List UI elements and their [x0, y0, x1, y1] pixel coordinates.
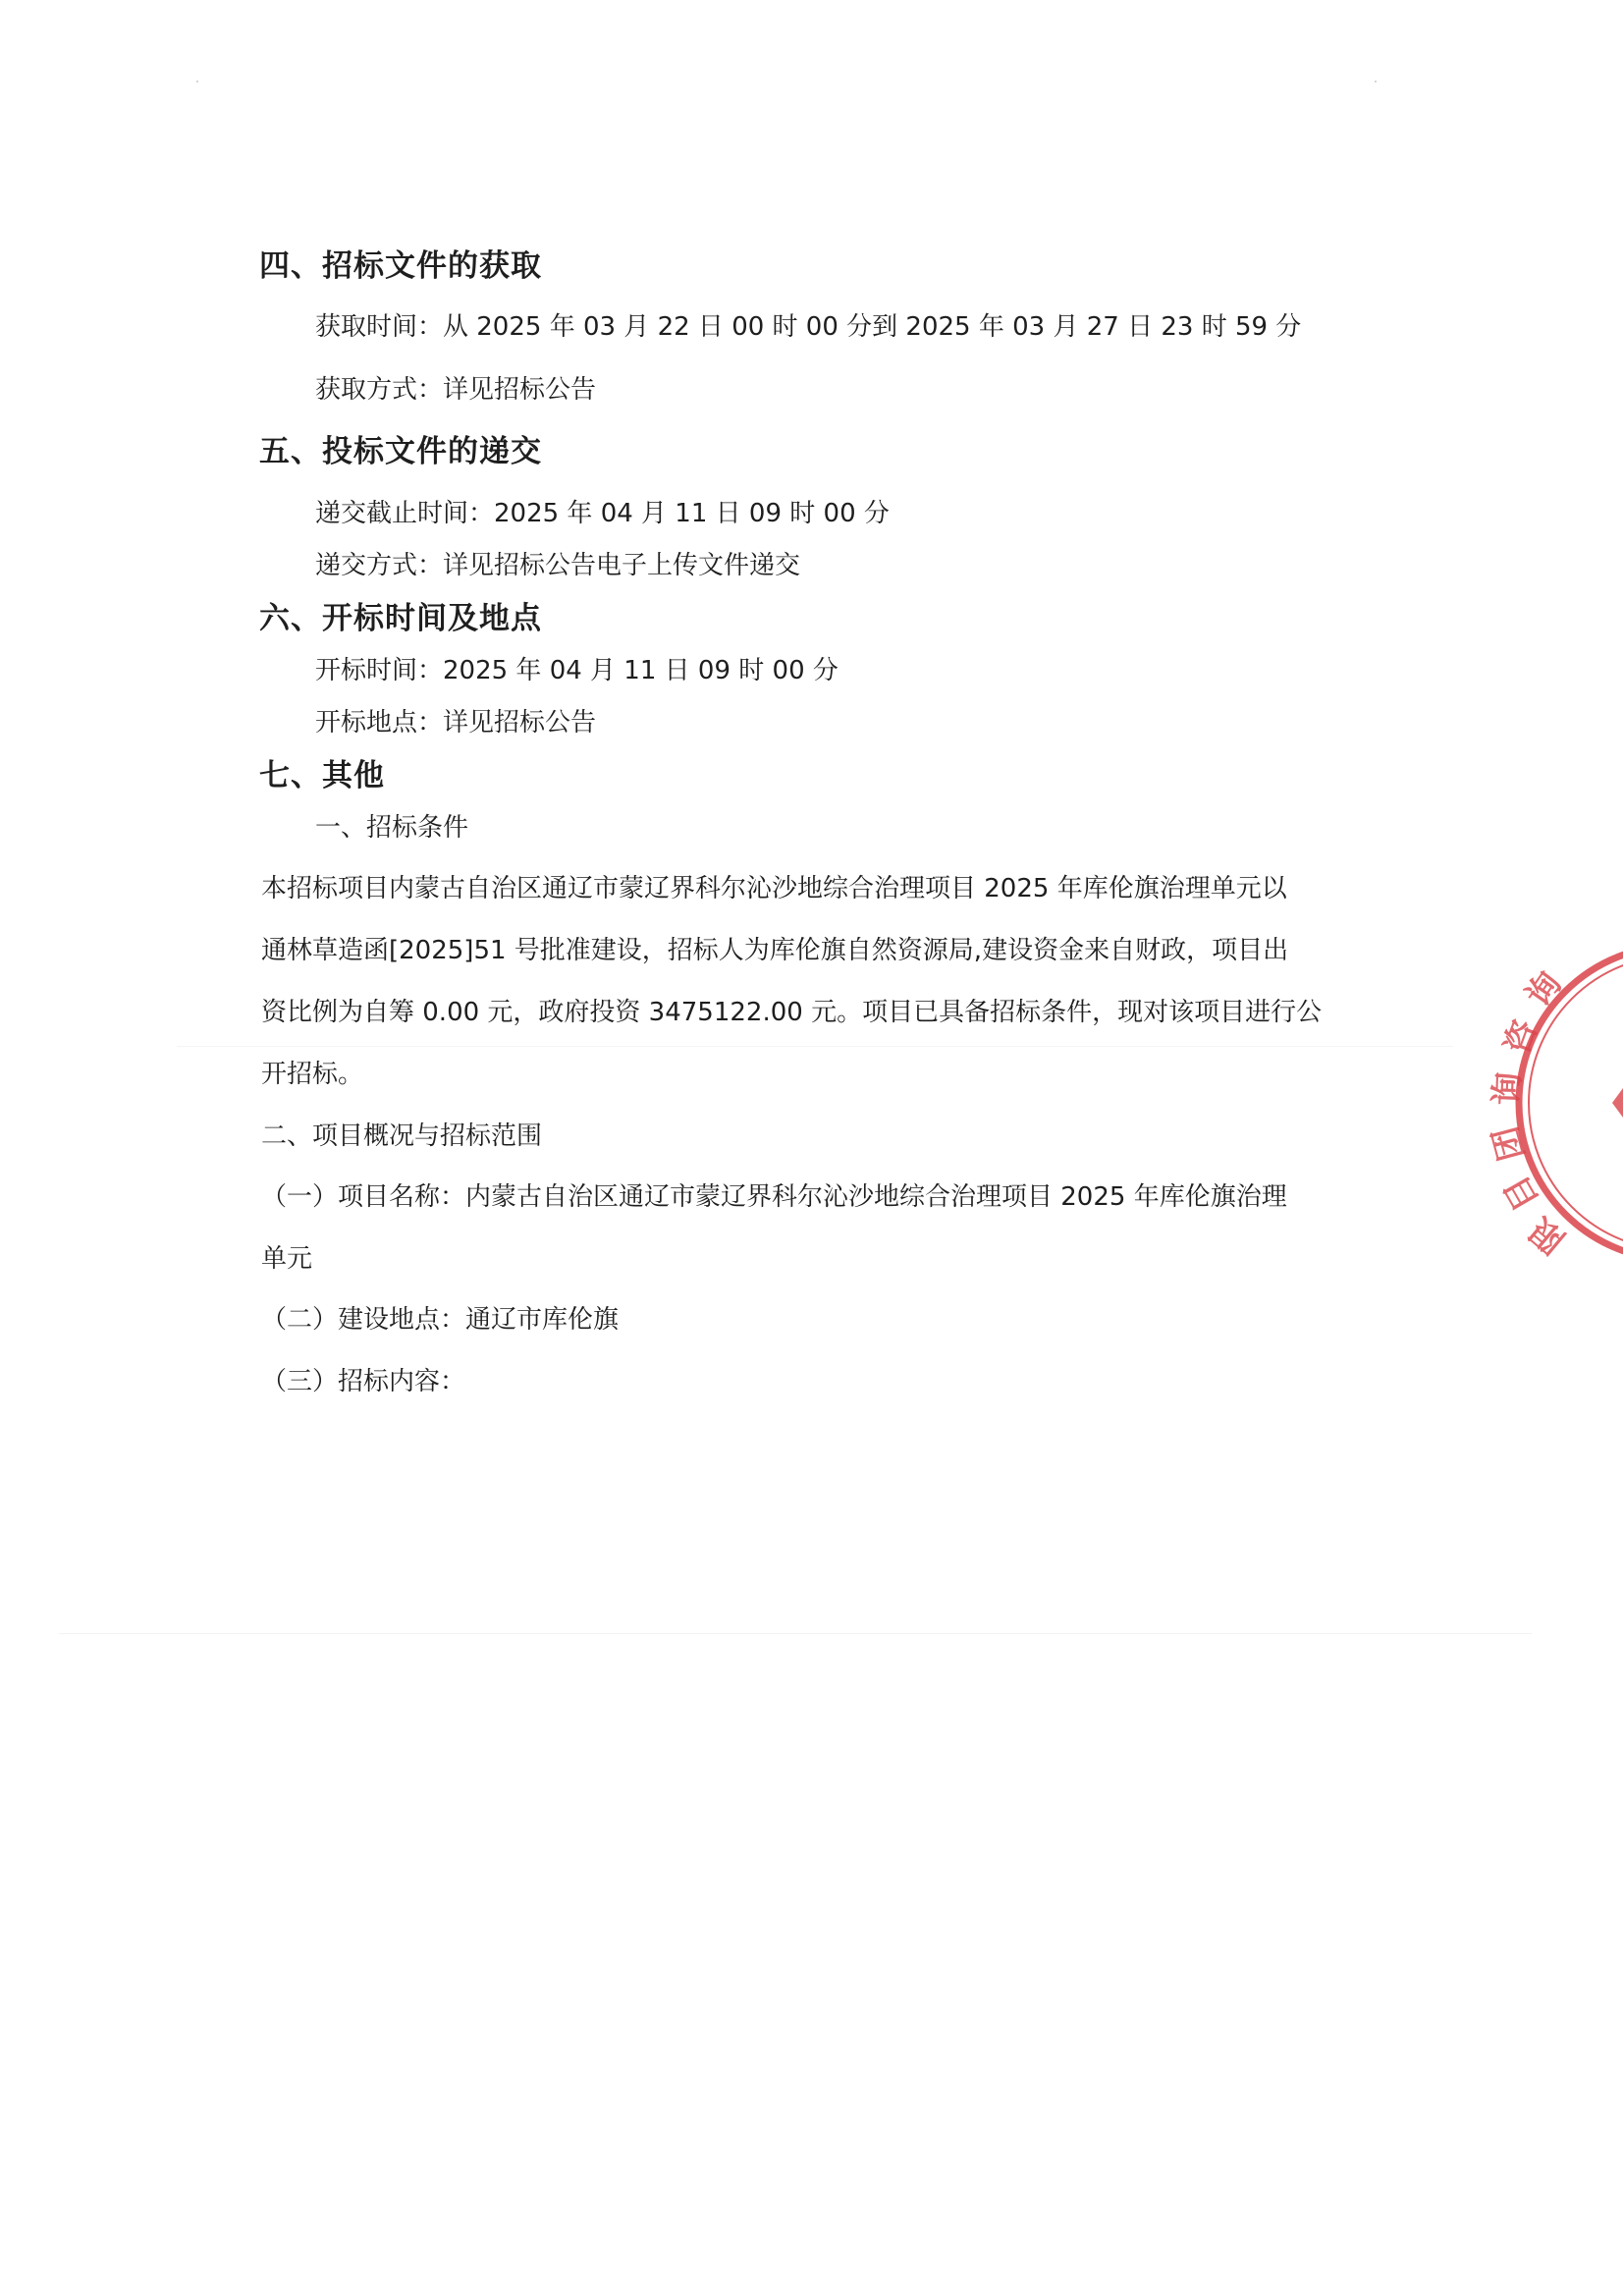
scan-artifact	[59, 1633, 1532, 1634]
company-seal	[1486, 931, 1623, 1275]
item-construction-site: （二）建设地点：通辽市库伦旗	[261, 1305, 620, 1335]
submit-method: 递交方式：详见招标公告电子上传文件递交	[315, 551, 801, 580]
section-4-heading: 四、招标文件的获取	[259, 248, 542, 284]
item-bidding-content: （三）招标内容：	[261, 1367, 466, 1396]
opening-place: 开标地点：详见招标公告	[315, 708, 597, 738]
item-project-name: （一）项目名称：内蒙古自治区通辽市蒙辽界科尔沁沙地综合治理项目 2025 年库伦旗治理	[261, 1182, 1287, 1212]
svg-text:询: 询	[1518, 964, 1570, 1015]
paragraph-line: 资比例为自筹 0.00 元，政府投资 3475122.00 元。项目已具备招标条件，现对该项目进行公	[261, 998, 1323, 1027]
submit-deadline: 递交截止时间：2025 年 04 月 11 日 09 时 00 分	[315, 499, 890, 528]
item-project-name-cont: 单元	[261, 1244, 313, 1274]
svg-text:团: 团	[1486, 1121, 1533, 1166]
paragraph-line: 本招标项目内蒙古自治区通辽市蒙辽界科尔沁沙地综合治理项目 2025 年库伦旗治理单元以	[261, 874, 1287, 903]
acquire-time: 获取时间：从 2025 年 03 月 22 日 00 时 00 分到 2025 年 03 月 27 日 23 时 59 分	[315, 312, 1302, 342]
scan-artifact	[177, 1046, 1453, 1047]
svg-text:咨: 咨	[1496, 1014, 1546, 1061]
scan-artifact	[196, 81, 198, 82]
subheading-project-overview: 二、项目概况与招标范围	[261, 1121, 543, 1151]
seal-graphic	[1486, 931, 1623, 1275]
section-6-heading: 六、开标时间及地点	[259, 601, 542, 636]
svg-text:目: 目	[1496, 1169, 1547, 1218]
opening-time: 开标时间：2025 年 04 月 11 日 09 时 00 分	[315, 656, 839, 685]
acquire-method: 获取方式：详见招标公告	[315, 375, 597, 405]
paragraph-line: 开招标。	[261, 1060, 364, 1089]
scan-artifact	[1375, 81, 1377, 82]
svg-text:限: 限	[1522, 1209, 1573, 1261]
subheading-bidding-conditions: 一、招标条件	[315, 813, 469, 843]
svg-text:询: 询	[1488, 1070, 1529, 1107]
section-7-heading: 七、其他	[259, 758, 385, 793]
section-5-heading: 五、投标文件的递交	[259, 434, 542, 469]
paragraph-line: 通林草造函[2025]51 号批准建设，招标人为库伦旗自然资源局,建设资金来自财政，项目出	[261, 936, 1289, 965]
